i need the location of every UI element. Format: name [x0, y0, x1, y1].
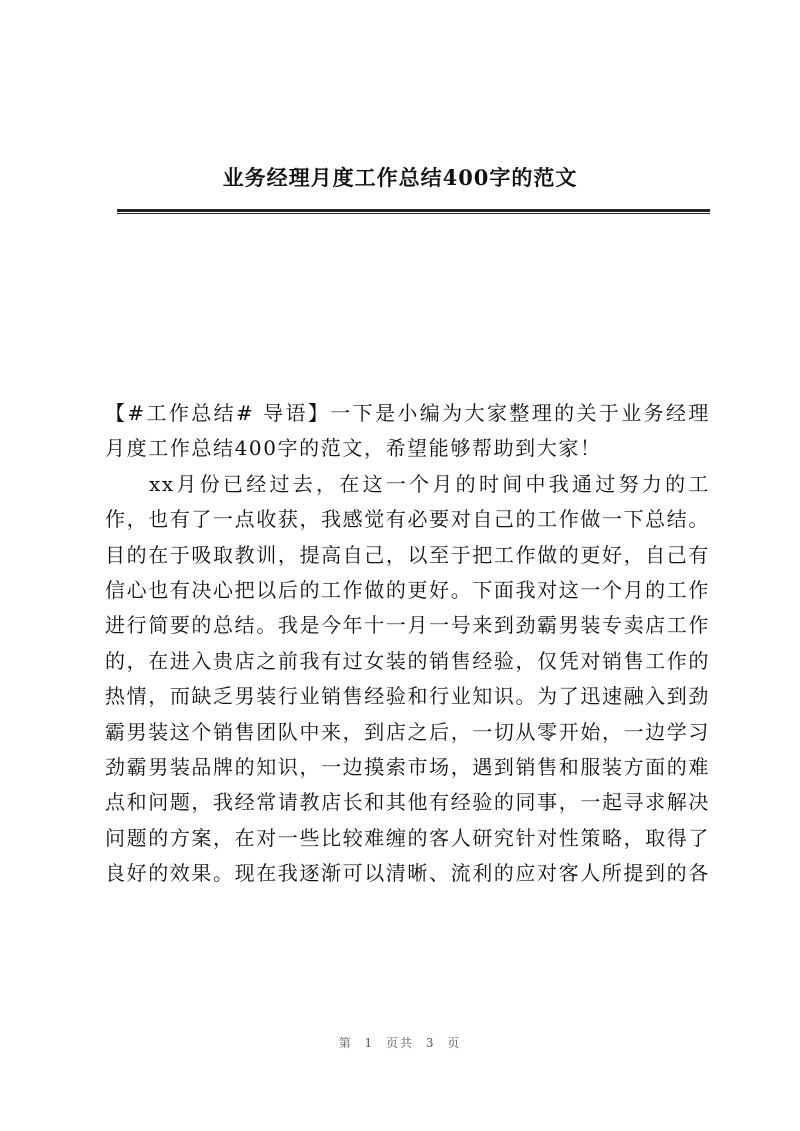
intro-paragraph: 【#工作总结# 导语】一下是小编为大家整理的关于业务经理月度工作总结400字的范文，希望能够帮助到大家！: [105, 401, 710, 461]
body-paragraph: xx月份已经过去，在这一个月的时间中我通过努力的工作，也有了一点收获，我感觉有必要对自己的工作做一下总结。目的在于吸取教训，提高自己，以至于把工作做的更好，自己有信心也有决心把以后的工作做的更好。下面我对这一个月的工作进行简要的总结。我是今年十一月一号来到劲霸男装专卖店工作的，在进入贵店之前我有过女装的销售经验，仅凭对销售工作的热情，而缺乏男装行业销售经验和行业知识。为了迅速融入到劲霸男装这个销售团队中来，到店之后，一切从零开始，一边学习劲霸男装品牌的知识，一边摸索市场，遇到销售和服装方面的难点和问题，我经常请教店长和其他有经验的同事，一起寻求解决问题的方案，在对一些比较难缠的客人研究针对性策略，取得了良好的效果。现在我逐渐可以清晰、流利的应对客人所提到的各: [105, 471, 710, 886]
document-title: 业务经理月度工作总结400字的范文: [222, 165, 578, 190]
title-underline: [117, 209, 710, 214]
page-number: 第 1 页共 3 页: [338, 1036, 462, 1050]
document-body: [105, 396, 710, 892]
